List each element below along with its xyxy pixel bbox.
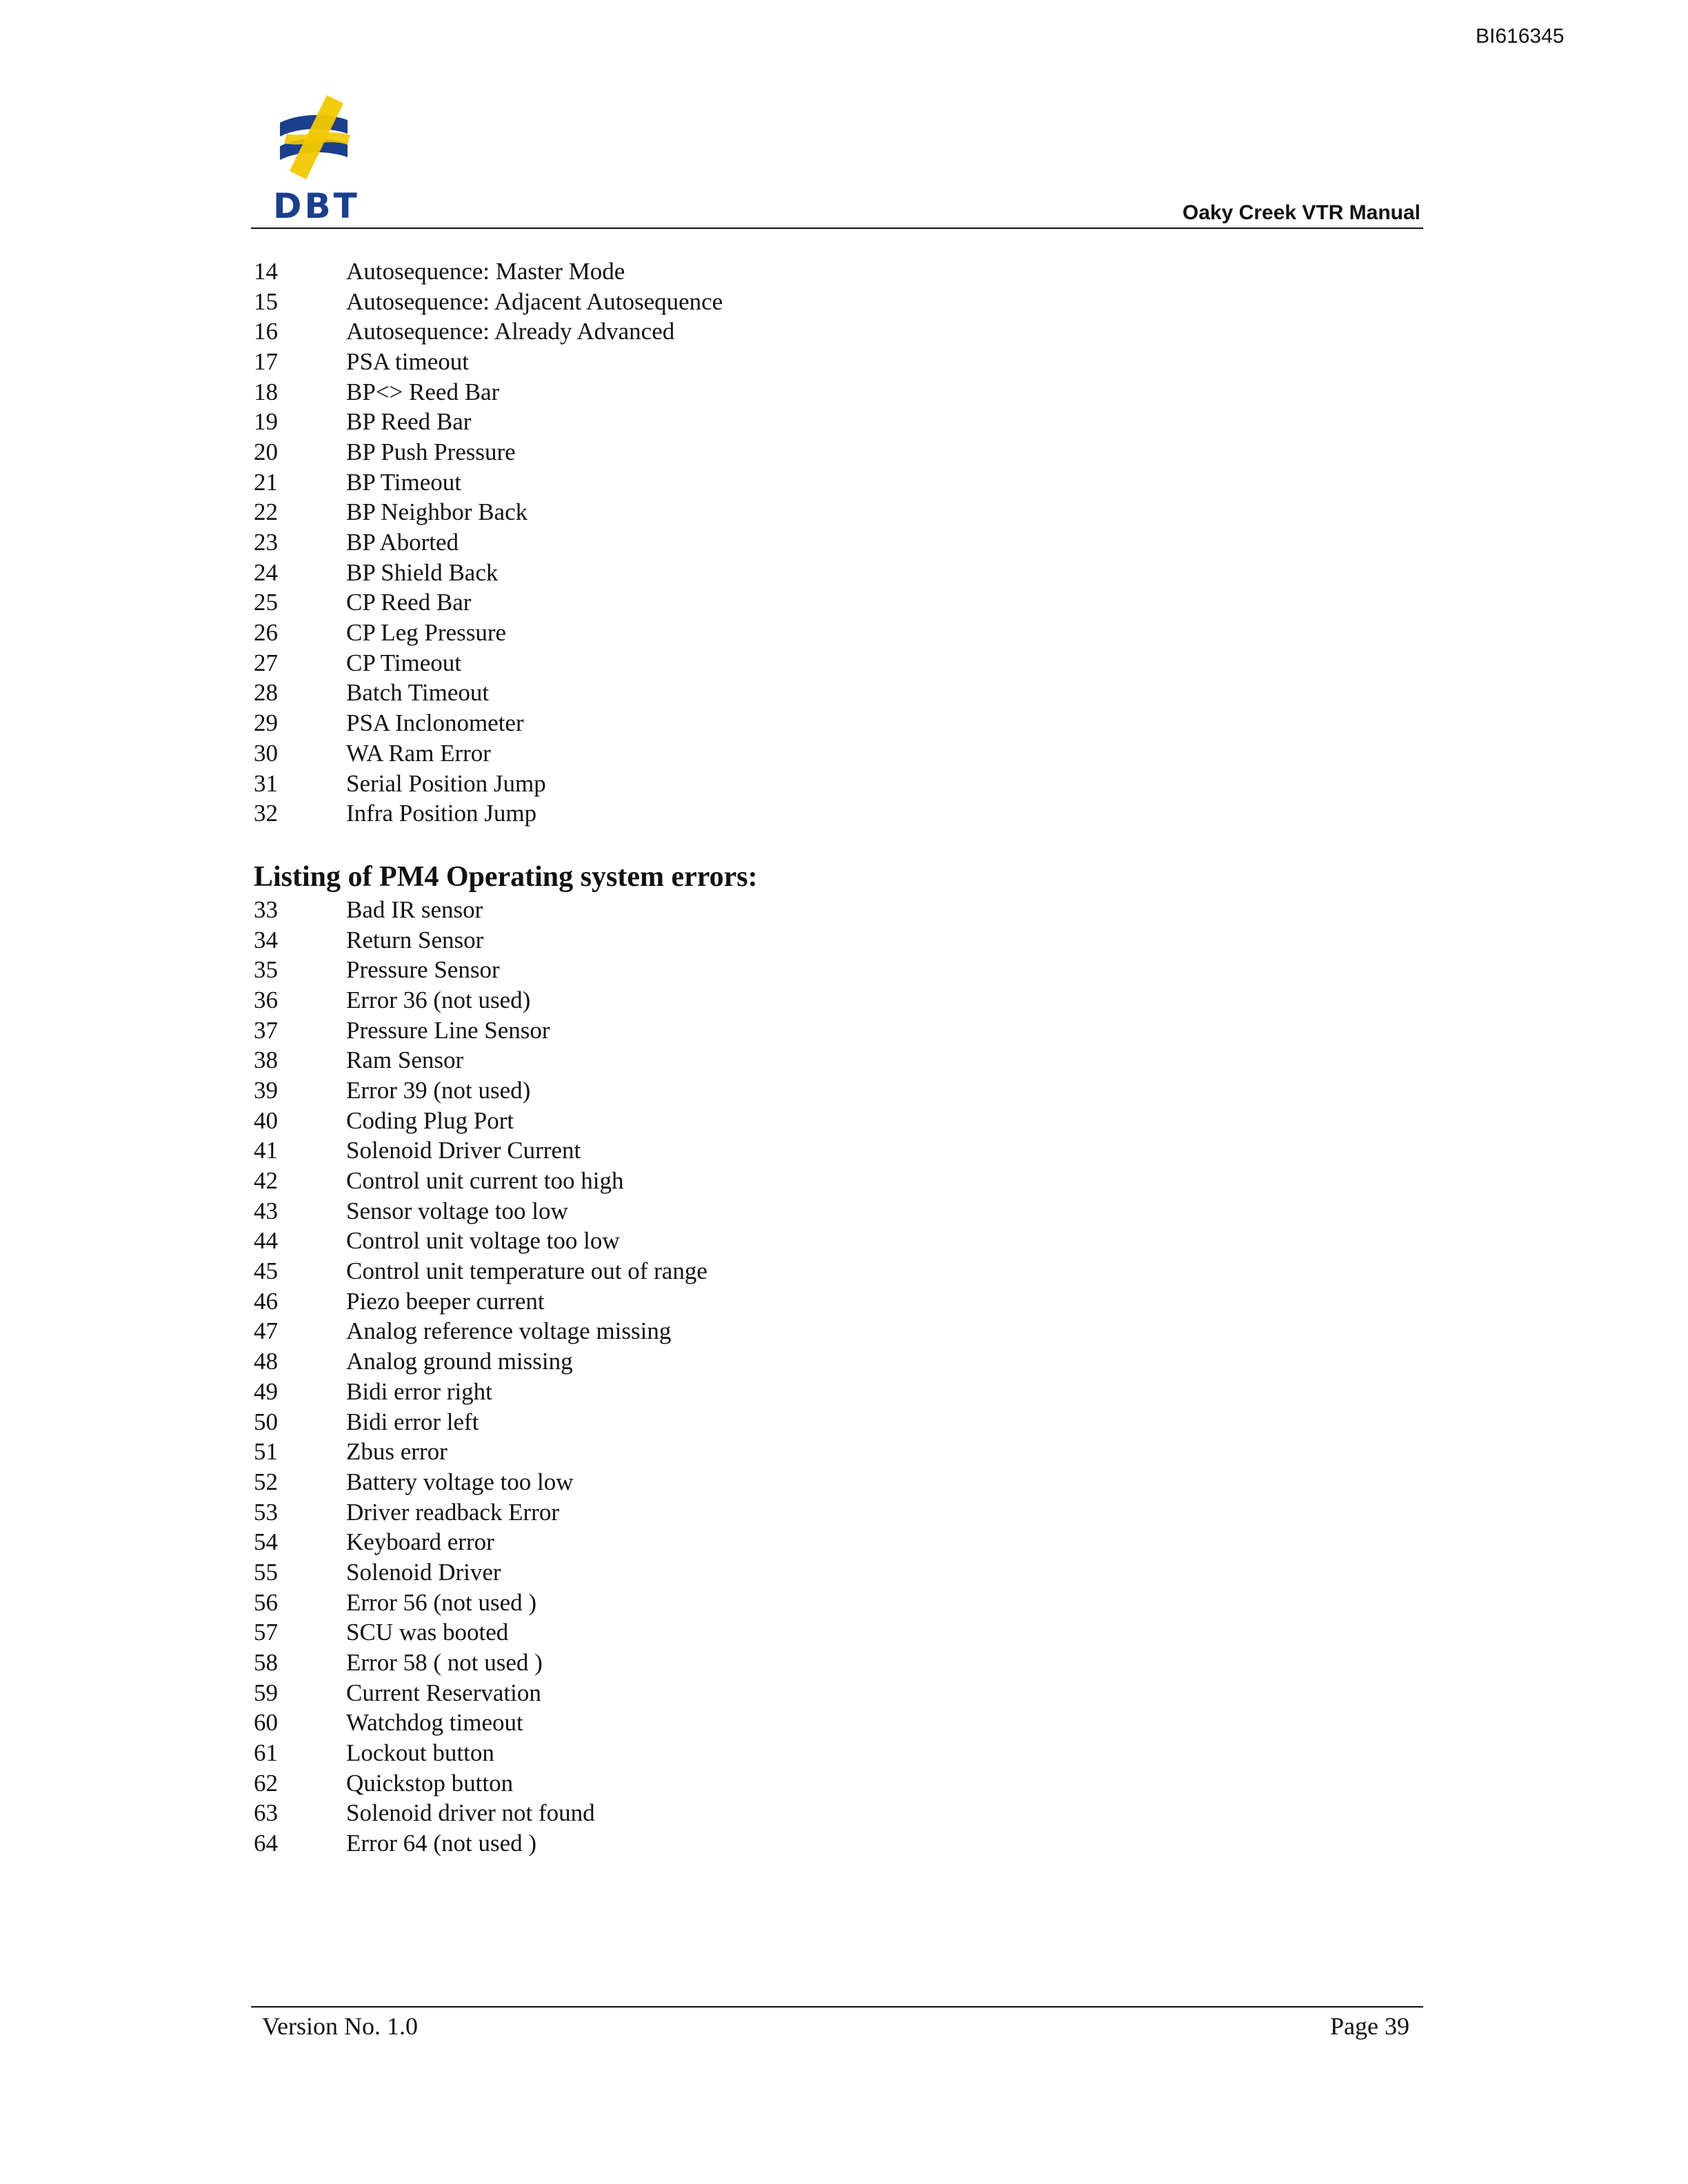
- logo-text: DBT: [273, 186, 360, 226]
- error-row: [254, 256, 1357, 287]
- error-description: Sensor voltage too low: [346, 1197, 568, 1224]
- error-code: 24: [254, 558, 278, 586]
- error-code: 19: [254, 408, 278, 436]
- error-description: Return Sensor: [346, 926, 484, 953]
- error-row: [254, 708, 1357, 738]
- error-code: 21: [254, 468, 278, 496]
- footer-version: Version No. 1.0: [262, 2012, 418, 2040]
- error-row: [254, 925, 1357, 956]
- error-code: 47: [254, 1317, 278, 1345]
- error-description: Keyboard error: [346, 1528, 494, 1556]
- error-description: BP Timeout: [346, 468, 461, 496]
- footer-divider: [251, 2006, 1423, 2008]
- error-code: 39: [254, 1076, 278, 1104]
- error-description: CP Reed Bar: [346, 589, 472, 616]
- error-row: [254, 407, 1357, 437]
- error-code: 43: [254, 1197, 278, 1224]
- error-row: [254, 618, 1357, 648]
- error-code: 52: [254, 1468, 278, 1495]
- error-description: Current Reservation: [346, 1679, 541, 1706]
- error-code: 18: [254, 378, 278, 405]
- error-code: 63: [254, 1799, 278, 1827]
- error-row: [254, 316, 1357, 347]
- error-description: BP Shield Back: [346, 558, 499, 586]
- error-list-part1: [254, 256, 1357, 829]
- error-description: BP Neighbor Back: [346, 498, 528, 526]
- error-description: Analog ground missing: [346, 1348, 573, 1375]
- error-row: [254, 985, 1357, 1015]
- error-code: 48: [254, 1348, 278, 1375]
- error-code: 20: [254, 438, 278, 465]
- error-code: 16: [254, 318, 278, 345]
- error-code: 17: [254, 347, 278, 375]
- error-code: 25: [254, 589, 278, 616]
- error-description: BP Reed Bar: [346, 408, 472, 436]
- error-code: 60: [254, 1709, 278, 1737]
- error-description: BP Push Pressure: [346, 438, 516, 465]
- error-row: [254, 1648, 1357, 1678]
- error-row: [254, 467, 1357, 498]
- error-row: [254, 1226, 1357, 1257]
- error-row: [254, 558, 1357, 588]
- error-row: [254, 769, 1357, 799]
- error-row: [254, 1768, 1357, 1799]
- error-code: 64: [254, 1830, 278, 1857]
- error-list-part2: [254, 895, 1357, 1859]
- error-code: 58: [254, 1649, 278, 1677]
- error-row: [254, 1618, 1357, 1648]
- error-row: [254, 1317, 1357, 1347]
- error-description: WA Ram Error: [346, 739, 491, 767]
- error-code: 41: [254, 1137, 278, 1164]
- error-code: 15: [254, 287, 278, 315]
- error-description: Infra Position Jump: [346, 800, 537, 827]
- error-code: 30: [254, 739, 278, 767]
- error-row: [254, 1738, 1357, 1768]
- error-code: 22: [254, 498, 278, 526]
- error-row: [254, 347, 1357, 377]
- error-code: 45: [254, 1257, 278, 1285]
- error-code: 36: [254, 986, 278, 1013]
- error-code: 40: [254, 1106, 278, 1134]
- error-description: Error 56 (not used ): [346, 1588, 537, 1616]
- error-description: CP Leg Pressure: [346, 619, 507, 647]
- error-description: Solenoid driver not found: [346, 1799, 595, 1827]
- error-description: Control unit current too high: [346, 1167, 624, 1195]
- error-code: 33: [254, 896, 278, 923]
- error-row: [254, 1828, 1357, 1859]
- error-description: Error 36 (not used): [346, 986, 531, 1013]
- error-code: 38: [254, 1046, 278, 1074]
- error-code: 62: [254, 1769, 278, 1797]
- error-code: 42: [254, 1167, 278, 1195]
- error-description: Piezo beeper current: [346, 1287, 545, 1315]
- error-row: [254, 1196, 1357, 1226]
- error-code: 50: [254, 1408, 278, 1435]
- error-row: [254, 1527, 1357, 1557]
- error-description: Autosequence: Already Advanced: [346, 318, 675, 345]
- error-row: [254, 1467, 1357, 1497]
- error-row: [254, 738, 1357, 769]
- error-row: [254, 1045, 1357, 1075]
- error-code: 31: [254, 769, 278, 797]
- error-description: Watchdog timeout: [346, 1709, 523, 1737]
- error-description: Lockout button: [346, 1739, 494, 1767]
- error-row: [254, 895, 1357, 925]
- error-description: Error 58 ( not used ): [346, 1649, 543, 1677]
- error-description: Solenoid Driver: [346, 1558, 501, 1586]
- document-id: BI616345: [1476, 25, 1565, 48]
- error-description: CP Timeout: [346, 649, 461, 676]
- error-row: [254, 1708, 1357, 1739]
- error-row: [254, 1588, 1357, 1618]
- error-description: Error 39 (not used): [346, 1076, 531, 1104]
- error-row: [254, 1557, 1357, 1588]
- error-row: [254, 527, 1357, 558]
- error-description: Zbus error: [346, 1438, 448, 1466]
- error-description: BP<> Reed Bar: [346, 378, 500, 405]
- section-heading: Listing of PM4 Operating system errors:: [254, 861, 758, 893]
- error-description: Error 64 (not used ): [346, 1830, 537, 1857]
- error-code: 61: [254, 1739, 278, 1767]
- error-description: Pressure Line Sensor: [346, 1016, 550, 1044]
- error-description: Battery voltage too low: [346, 1468, 574, 1495]
- error-description: Analog reference voltage missing: [346, 1317, 672, 1345]
- error-row: [254, 1166, 1357, 1196]
- error-code: 57: [254, 1619, 278, 1646]
- error-code: 34: [254, 926, 278, 953]
- error-row: [254, 1346, 1357, 1377]
- error-description: PSA Inclonometer: [346, 709, 524, 737]
- error-code: 26: [254, 619, 278, 647]
- header-divider: [251, 228, 1423, 229]
- error-description: Bidi error left: [346, 1408, 479, 1435]
- error-code: 53: [254, 1498, 278, 1526]
- error-code: 59: [254, 1679, 278, 1706]
- error-row: [254, 1407, 1357, 1437]
- error-code: 49: [254, 1377, 278, 1405]
- error-description: Bad IR sensor: [346, 896, 483, 923]
- error-row: [254, 1256, 1357, 1286]
- error-description: Batch Timeout: [346, 679, 490, 707]
- error-row: [254, 1437, 1357, 1467]
- error-row: [254, 1799, 1357, 1829]
- error-description: Serial Position Jump: [346, 769, 546, 797]
- error-row: [254, 377, 1357, 407]
- error-description: Autosequence: Adjacent Autosequence: [346, 287, 723, 315]
- error-code: 44: [254, 1227, 278, 1255]
- error-description: SCU was booted: [346, 1619, 509, 1646]
- error-code: 29: [254, 709, 278, 737]
- error-code: 27: [254, 649, 278, 676]
- error-description: Autosequence: Master Mode: [346, 257, 625, 285]
- error-description: Quickstop button: [346, 1769, 514, 1797]
- error-row: [254, 1497, 1357, 1528]
- error-row: [254, 648, 1357, 678]
- error-row: [254, 1678, 1357, 1708]
- error-row: [254, 955, 1357, 985]
- error-code: 46: [254, 1287, 278, 1315]
- error-row: [254, 498, 1357, 528]
- footer-page-number: Page 39: [1330, 2012, 1409, 2040]
- error-description: Coding Plug Port: [346, 1106, 514, 1134]
- error-description: Driver readback Error: [346, 1498, 559, 1526]
- error-code: 37: [254, 1016, 278, 1044]
- error-code: 55: [254, 1558, 278, 1586]
- error-row: [254, 287, 1357, 317]
- error-description: Solenoid Driver Current: [346, 1137, 581, 1164]
- error-row: [254, 437, 1357, 467]
- error-row: [254, 1106, 1357, 1136]
- error-code: 32: [254, 800, 278, 827]
- error-description: BP Aborted: [346, 529, 459, 556]
- error-code: 28: [254, 679, 278, 707]
- error-description: Control unit temperature out of range: [346, 1257, 707, 1285]
- error-row: [254, 1286, 1357, 1317]
- error-code: 35: [254, 956, 278, 984]
- error-row: [254, 1075, 1357, 1106]
- header-title: Oaky Creek VTR Manual: [1182, 201, 1420, 224]
- error-code: 54: [254, 1528, 278, 1556]
- error-description: Ram Sensor: [346, 1046, 464, 1074]
- error-code: 51: [254, 1438, 278, 1466]
- error-code: 14: [254, 257, 278, 285]
- error-row: [254, 678, 1357, 709]
- error-description: Pressure Sensor: [346, 956, 500, 984]
- error-row: [254, 1136, 1357, 1166]
- error-row: [254, 588, 1357, 618]
- error-code: 23: [254, 529, 278, 556]
- error-description: Control unit voltage too low: [346, 1227, 620, 1255]
- error-description: Bidi error right: [346, 1377, 492, 1405]
- error-code: 56: [254, 1588, 278, 1616]
- error-row: [254, 1377, 1357, 1407]
- error-row: [254, 798, 1357, 829]
- error-row: [254, 1015, 1357, 1046]
- error-description: PSA timeout: [346, 347, 469, 375]
